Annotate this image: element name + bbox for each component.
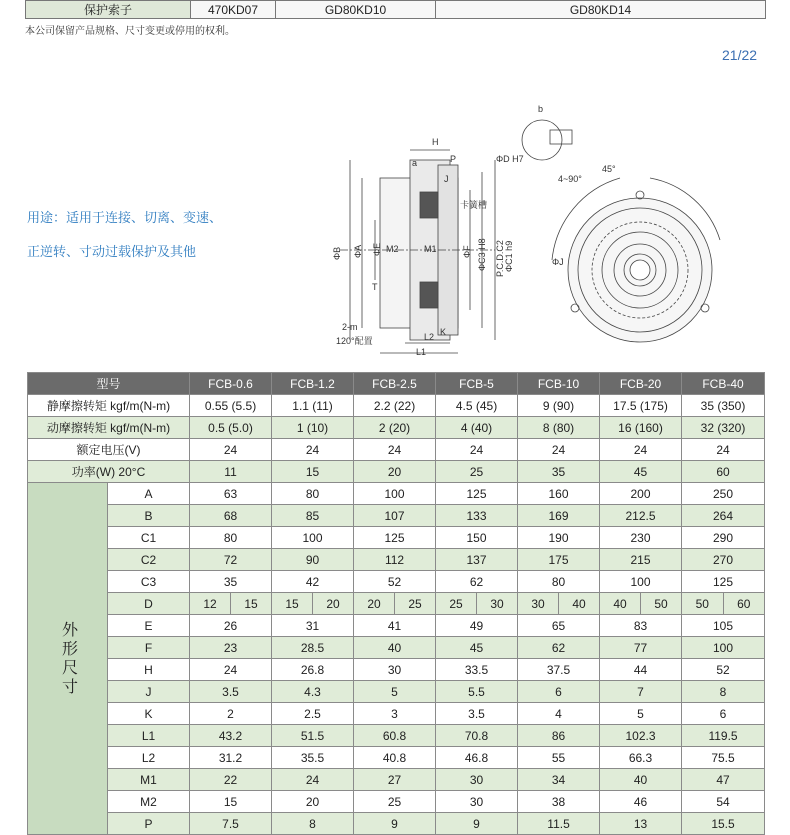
- d-value: 40: [600, 593, 641, 614]
- dim-value: 230: [600, 527, 682, 549]
- dim-label: B: [108, 505, 190, 527]
- dim-value: 6: [682, 703, 765, 725]
- disclaimer-note: 本公司保留产品规格、尺寸变更或停用的权利。: [25, 26, 235, 37]
- d-pair-cell: [272, 593, 354, 615]
- dim-value: 52: [682, 659, 765, 681]
- dim-value: 11.5: [518, 813, 600, 835]
- d-value: 15: [272, 593, 313, 614]
- dim-label: E: [108, 615, 190, 637]
- table-row: [28, 439, 765, 461]
- dim-value: 26: [190, 615, 272, 637]
- table-row: [28, 725, 765, 747]
- dim-value: 125: [682, 571, 765, 593]
- dim-value: 62: [436, 571, 518, 593]
- top-table-cell: GD80KD10: [276, 1, 436, 19]
- model-header: FCB-20: [600, 373, 682, 395]
- dim-value: 9: [354, 813, 436, 835]
- dim-value: 23: [190, 637, 272, 659]
- dim-value: 6: [518, 681, 600, 703]
- table-row: [28, 395, 765, 417]
- dim-label: M2: [108, 791, 190, 813]
- dim-value: 7.5: [190, 813, 272, 835]
- label-T: T: [372, 282, 378, 292]
- dim-label: L2: [108, 747, 190, 769]
- label-J: J: [444, 174, 449, 184]
- table-row: [28, 417, 765, 439]
- model-header: FCB-5: [436, 373, 518, 395]
- dim-value: 24: [272, 769, 354, 791]
- dim-value: 80: [190, 527, 272, 549]
- label-m: 2-m: [342, 322, 358, 332]
- clutch-brake-drawing: [320, 100, 730, 360]
- dim-value: 3.5: [436, 703, 518, 725]
- dim-value: 72: [190, 549, 272, 571]
- row-value: 2 (20): [354, 417, 436, 439]
- dim-value: 2.5: [272, 703, 354, 725]
- dim-value: 60.8: [354, 725, 436, 747]
- label-fD: ΦD H7: [496, 154, 524, 164]
- dim-value: 15.5: [682, 813, 765, 835]
- row-value: 20: [354, 461, 436, 483]
- label-H: H: [432, 137, 439, 147]
- dim-label: L1: [108, 725, 190, 747]
- row-value: 24: [354, 439, 436, 461]
- dim-value: 250: [682, 483, 765, 505]
- usage-line-2: 正逆转、寸动过载保护及其他: [27, 244, 197, 259]
- dim-value: 100: [600, 571, 682, 593]
- row-value: 1 (10): [272, 417, 354, 439]
- table-row: [28, 703, 765, 725]
- dim-value: 46: [600, 791, 682, 813]
- d-value: 20: [326, 596, 340, 611]
- dim-value: 4.3: [272, 681, 354, 703]
- model-header: FCB-10: [518, 373, 600, 395]
- dim-value: 102.3: [600, 725, 682, 747]
- row-label: 动摩擦转矩 kgf/m(N-m): [28, 417, 190, 439]
- side-label: 外形尺寸: [28, 483, 108, 835]
- label-E: ΦE: [372, 242, 382, 256]
- table-row: [28, 769, 765, 791]
- d-value: 15: [244, 596, 258, 611]
- label-K: K: [440, 327, 447, 337]
- dim-value: 38: [518, 791, 600, 813]
- dim-value: 20: [272, 791, 354, 813]
- dim-value: 5: [354, 681, 436, 703]
- dim-value: 30: [436, 769, 518, 791]
- d-pair-cell: [354, 593, 436, 615]
- dim-value: 44: [600, 659, 682, 681]
- dim-value: 4: [518, 703, 600, 725]
- dim-value: 90: [272, 549, 354, 571]
- row-value: 9 (90): [518, 395, 600, 417]
- row-value: 0.5 (5.0): [190, 417, 272, 439]
- label-B: ΦB: [332, 246, 342, 260]
- dim-label: J: [108, 681, 190, 703]
- dim-value: 31.2: [190, 747, 272, 769]
- dim-label: H: [108, 659, 190, 681]
- dim-value: 190: [518, 527, 600, 549]
- dim-value: 107: [354, 505, 436, 527]
- usage-line-1: 用途：适用于连接、切离、变速、: [27, 210, 223, 225]
- dim-value: 270: [682, 549, 765, 571]
- dim-value: 112: [354, 549, 436, 571]
- row-label: 静摩擦转矩 kgf/m(N-m): [28, 395, 190, 417]
- dim-value: 290: [682, 527, 765, 549]
- row-value: 32 (320): [682, 417, 765, 439]
- spec-table: [27, 372, 765, 835]
- dim-value: 80: [518, 571, 600, 593]
- dim-label: A: [108, 483, 190, 505]
- dim-value: 62: [518, 637, 600, 659]
- dim-label: M1: [108, 769, 190, 791]
- label-A: ΦA: [353, 244, 363, 258]
- dim-value: 100: [354, 483, 436, 505]
- dim-value: 200: [600, 483, 682, 505]
- label-F: ΦF: [462, 245, 472, 258]
- dim-value: 125: [354, 527, 436, 549]
- label-M1: M1: [424, 244, 437, 254]
- page-number: 21/22: [722, 47, 758, 63]
- d-value: 50: [682, 593, 724, 614]
- table-row: [28, 483, 765, 505]
- dim-value: 15: [190, 791, 272, 813]
- label-a: a: [412, 158, 418, 168]
- dim-value: 8: [272, 813, 354, 835]
- row-value: 17.5 (175): [600, 395, 682, 417]
- dim-value: 77: [600, 637, 682, 659]
- row-value: 4 (40): [436, 417, 518, 439]
- dim-value: 160: [518, 483, 600, 505]
- dim-value: 70.8: [436, 725, 518, 747]
- top-partial-table: [25, 0, 766, 19]
- dim-value: 22: [190, 769, 272, 791]
- dim-value: 45: [436, 637, 518, 659]
- dim-value: 86: [518, 725, 600, 747]
- dim-value: 66.3: [600, 747, 682, 769]
- top-table-cell: GD80KD14: [436, 1, 766, 19]
- table-row: [28, 527, 765, 549]
- dim-value: 52: [354, 571, 436, 593]
- dim-value: 40.8: [354, 747, 436, 769]
- table-row: [28, 813, 765, 835]
- row-value: 60: [682, 461, 765, 483]
- dim-value: 24: [190, 659, 272, 681]
- dim-value: 40: [600, 769, 682, 791]
- top-table-label: 保护索子: [26, 1, 191, 19]
- label-M2: M2: [386, 244, 399, 254]
- d-pair-cell: [436, 593, 518, 615]
- dim-value: 34: [518, 769, 600, 791]
- row-value: 24: [272, 439, 354, 461]
- row-value: 2.2 (22): [354, 395, 436, 417]
- label-L2: L2: [424, 332, 435, 342]
- model-header: FCB-40: [682, 373, 765, 395]
- dim-value: 7: [600, 681, 682, 703]
- dim-label: C2: [108, 549, 190, 571]
- dim-value: 105: [682, 615, 765, 637]
- label-slot: 卡簧槽: [460, 200, 488, 210]
- dim-value: 85: [272, 505, 354, 527]
- label-angle1: 4~90°: [558, 174, 582, 184]
- model-header: FCB-1.2: [272, 373, 354, 395]
- dim-label: K: [108, 703, 190, 725]
- table-row: [28, 791, 765, 813]
- dim-value: 47: [682, 769, 765, 791]
- row-value: 24: [190, 439, 272, 461]
- d-value: 30: [518, 593, 559, 614]
- dim-value: 33.5: [436, 659, 518, 681]
- dim-value: 65: [518, 615, 600, 637]
- dim-value: 264: [682, 505, 765, 527]
- dim-value: 30: [354, 659, 436, 681]
- d-value: 50: [654, 596, 668, 611]
- label-PCD: P.C.D.C2: [495, 240, 505, 277]
- dim-value: 137: [436, 549, 518, 571]
- dim-value: 3.5: [190, 681, 272, 703]
- d-value: 12: [190, 593, 231, 614]
- model-header: FCB-2.5: [354, 373, 436, 395]
- dim-value: 9: [436, 813, 518, 835]
- dim-value: 54: [682, 791, 765, 813]
- row-value: 45: [600, 461, 682, 483]
- label-cfg: 120°配置: [336, 336, 373, 346]
- dim-value: 63: [190, 483, 272, 505]
- dim-value: 31: [272, 615, 354, 637]
- dim-label: D: [108, 593, 190, 615]
- dim-value: 125: [436, 483, 518, 505]
- header-label: 型号: [28, 373, 190, 395]
- table-row: [28, 549, 765, 571]
- dim-value: 80: [272, 483, 354, 505]
- dim-value: 43.2: [190, 725, 272, 747]
- dim-label: P: [108, 813, 190, 835]
- label-angle2: 45°: [602, 164, 616, 174]
- dim-value: 169: [518, 505, 600, 527]
- dim-value: 83: [600, 615, 682, 637]
- dim-value: 5: [600, 703, 682, 725]
- row-value: 8 (80): [518, 417, 600, 439]
- label-L1: L1: [416, 347, 427, 357]
- label-b: b: [538, 104, 544, 114]
- table-row: [28, 659, 765, 681]
- dim-value: 27: [354, 769, 436, 791]
- table-row-d: [28, 593, 765, 615]
- table-row: [28, 681, 765, 703]
- row-value: 24: [518, 439, 600, 461]
- d-pair-cell: [682, 593, 765, 615]
- d-value: 40: [572, 596, 586, 611]
- dim-value: 8: [682, 681, 765, 703]
- row-value: 15: [272, 461, 354, 483]
- d-value: 25: [436, 593, 477, 614]
- dim-value: 13: [600, 813, 682, 835]
- d-pair-cell: [600, 593, 682, 615]
- table-row: [28, 615, 765, 637]
- dim-value: 35.5: [272, 747, 354, 769]
- top-table-cell: 470KD07: [191, 1, 276, 19]
- table-row: [28, 461, 765, 483]
- dim-value: 30: [436, 791, 518, 813]
- dim-value: 215: [600, 549, 682, 571]
- dim-value: 46.8: [436, 747, 518, 769]
- row-value: 35: [518, 461, 600, 483]
- d-value: 25: [408, 596, 422, 611]
- row-value: 24: [600, 439, 682, 461]
- dim-label: C3: [108, 571, 190, 593]
- row-label: 额定电压(V): [28, 439, 190, 461]
- row-label: 功率(W) 20°C: [28, 461, 190, 483]
- dim-value: 75.5: [682, 747, 765, 769]
- d-pair-cell: [190, 593, 272, 615]
- dim-value: 133: [436, 505, 518, 527]
- label-fI: ΦJ: [552, 257, 564, 267]
- d-pair-cell: [518, 593, 600, 615]
- dim-value: 212.5: [600, 505, 682, 527]
- dim-value: 119.5: [682, 725, 765, 747]
- dim-value: 150: [436, 527, 518, 549]
- row-value: 25: [436, 461, 518, 483]
- table-row: [28, 747, 765, 769]
- model-header: FCB-0.6: [190, 373, 272, 395]
- dim-value: 35: [190, 571, 272, 593]
- dim-value: 41: [354, 615, 436, 637]
- dim-value: 100: [682, 637, 765, 659]
- dim-label: C1: [108, 527, 190, 549]
- label-C3: ΦC3 H8: [477, 238, 487, 271]
- row-value: 24: [682, 439, 765, 461]
- dim-value: 2: [190, 703, 272, 725]
- row-value: 1.1 (11): [272, 395, 354, 417]
- dim-value: 37.5: [518, 659, 600, 681]
- row-value: 35 (350): [682, 395, 765, 417]
- row-value: 0.55 (5.5): [190, 395, 272, 417]
- dim-value: 55: [518, 747, 600, 769]
- dim-value: 5.5: [436, 681, 518, 703]
- dim-label: F: [108, 637, 190, 659]
- d-value: 20: [354, 593, 395, 614]
- dim-value: 25: [354, 791, 436, 813]
- row-value: 11: [190, 461, 272, 483]
- table-row: [28, 571, 765, 593]
- label-C1: ΦC1 h9: [504, 240, 514, 272]
- dim-value: 42: [272, 571, 354, 593]
- row-value: 24: [436, 439, 518, 461]
- dim-value: 100: [272, 527, 354, 549]
- table-row: [28, 505, 765, 527]
- row-value: 4.5 (45): [436, 395, 518, 417]
- dim-value: 49: [436, 615, 518, 637]
- label-P: P: [450, 154, 457, 164]
- row-value: 16 (160): [600, 417, 682, 439]
- dim-value: 68: [190, 505, 272, 527]
- dim-value: 3: [354, 703, 436, 725]
- dim-value: 51.5: [272, 725, 354, 747]
- dim-value: 28.5: [272, 637, 354, 659]
- dim-value: 40: [354, 637, 436, 659]
- dim-value: 175: [518, 549, 600, 571]
- d-value: 30: [490, 596, 504, 611]
- d-value: 60: [737, 596, 751, 611]
- table-row: [28, 637, 765, 659]
- dim-value: 26.8: [272, 659, 354, 681]
- table-header-row: [28, 373, 765, 395]
